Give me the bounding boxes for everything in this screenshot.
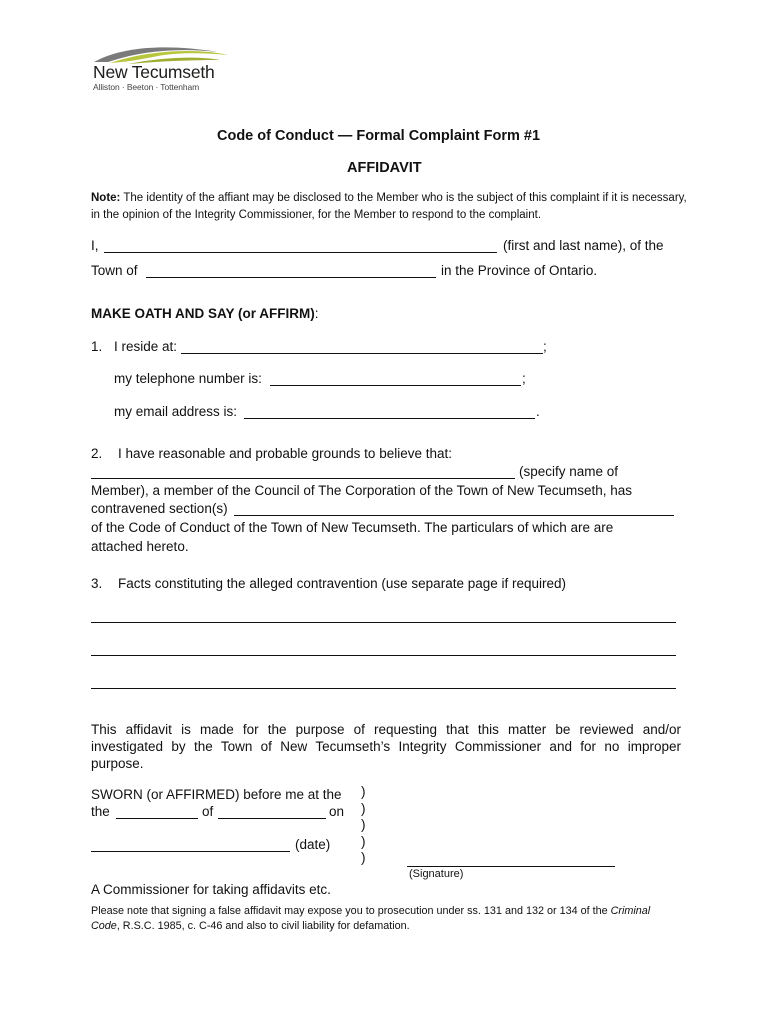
paren: ) [361, 784, 366, 799]
item1-number: 1. [91, 339, 103, 354]
jurat-parens [361, 784, 373, 867]
month-field[interactable] [218, 818, 326, 819]
paren: ) [361, 833, 366, 849]
section-label: contravened section(s) [91, 501, 228, 516]
code-text: of the Code of Conduct of the Town of New Tecumseth. The particulars of which are are [91, 520, 614, 535]
facts-line-2[interactable] [91, 655, 676, 656]
phone-label: my telephone number is: [114, 371, 262, 386]
day-field[interactable] [116, 818, 198, 819]
note-text: The identity of the affiant may be disclosed to the Member who is the subject of this complaint if it is necessary, in the opinion of the Integrity Commissioner, for the Member to respond to the complaint. [91, 192, 687, 221]
email-label: my email address is: [114, 404, 238, 419]
date-label: (date) [295, 837, 331, 852]
paren: ) [361, 800, 366, 816]
email-field[interactable] [244, 418, 535, 419]
phone-field[interactable] [270, 385, 521, 386]
form-subtitle: AFFIDAVIT [347, 160, 422, 176]
sworn-label: SWORN (or AFFIRMED) before me at the [91, 787, 342, 802]
name-hint: (first and last name), of the [503, 238, 664, 253]
oath-heading-text: MAKE OATH AND SAY (or AFFIRM) [91, 306, 315, 321]
date-field[interactable] [91, 851, 290, 852]
note-label: Note: [91, 192, 121, 204]
member-hint: (specify name of [519, 464, 619, 479]
oath-heading [91, 306, 319, 321]
footer-text-after: , R.S.C. 1985, c. C-46 and also to civil liability for defamation. [116, 920, 410, 932]
on-label: on [329, 804, 345, 819]
item3-number: 3. [91, 576, 103, 591]
town-field[interactable] [146, 277, 436, 278]
reside-field[interactable] [181, 353, 543, 354]
section-field[interactable] [234, 515, 674, 516]
the-label: the [91, 804, 110, 819]
province-text: in the Province of Ontario. [441, 263, 598, 278]
reside-label: I reside at: [114, 339, 178, 354]
item3-text: Facts constituting the alleged contravention (use separate page if required) [118, 576, 567, 591]
item2-number: 2. [91, 446, 103, 461]
member-text: Member), a member of the Council of The Corporation of the Town of New Tecumseth, has [91, 483, 633, 498]
commissioner-label: A Commissioner for taking affidavits etc. [91, 882, 331, 897]
name-field[interactable] [104, 252, 497, 253]
email-end: . [536, 404, 540, 419]
logo-subtitle: Alliston · Beeton · Tottenham [93, 82, 200, 92]
purpose-paragraph: This affidavit is made for the purpose of requesting that this matter be reviewed and/or investigated by the Town of New Tecumseth’s Integrity Commissioner and for no improper purpose. [91, 722, 681, 771]
member-name-field[interactable] [91, 478, 515, 479]
form-title: Code of Conduct — Formal Complaint Form #1 [217, 128, 541, 144]
footer-criminal-code: Criminal Code [91, 905, 651, 932]
facts-line-1[interactable] [91, 622, 676, 623]
signature-label: (Signature) [409, 868, 464, 880]
town-label: Town of [91, 263, 138, 278]
i-label: I, [91, 238, 99, 253]
signature-field[interactable] [407, 866, 615, 867]
paren: ) [361, 817, 366, 832]
reside-end: ; [543, 339, 547, 354]
facts-line-3[interactable] [91, 688, 676, 689]
footer-text-before: Please note that signing a false affidavit may expose you to prosecution under ss. 131 and 132 or 134 of the [91, 905, 608, 917]
note-paragraph [91, 190, 691, 224]
new-tecumseth-logo [88, 44, 238, 94]
logo-name: New Tecumseth [93, 62, 215, 82]
paren: ) [361, 850, 366, 865]
phone-end: ; [522, 371, 526, 386]
attached-text: attached hereto. [91, 539, 189, 554]
of-label: of [202, 804, 214, 819]
oath-heading-colon: : [314, 306, 319, 321]
footer-note [91, 904, 681, 934]
item2-lead: I have reasonable and probable grounds to believe that: [118, 446, 452, 461]
